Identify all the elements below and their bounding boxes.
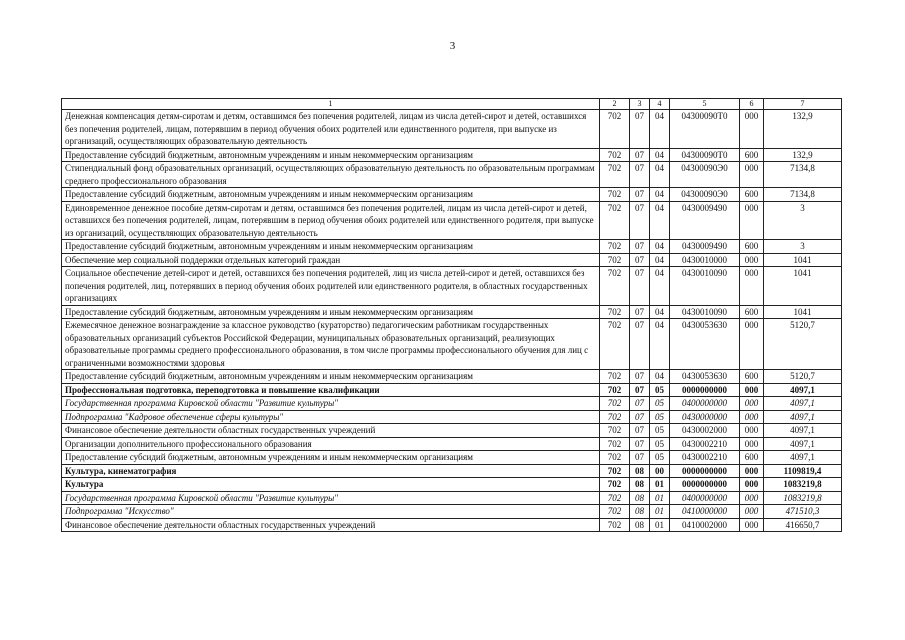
table-row	[62, 148, 842, 162]
amount-cell: 5120,7	[764, 319, 842, 370]
table-row	[62, 464, 842, 478]
expense-type-cell: 000	[740, 110, 764, 149]
column-header: 7	[764, 99, 842, 110]
subsection-code-cell: 04	[650, 201, 670, 240]
subsection-code-cell: 04	[650, 253, 670, 267]
subsection-code-cell: 01	[650, 518, 670, 532]
expense-name-cell: Социальное обеспечение детей-сирот и детей, оставшихся без попечения родителей, лиц из числа детей-сирот и детей, оставшихся без попечения родителей, лиц, потерявших в период обучения обоих родителей или единственного родителя, в областных государственных организациях	[62, 267, 600, 306]
amount-cell: 5120,7	[764, 370, 842, 384]
column-header: 3	[630, 99, 650, 110]
expense-type-cell: 000	[740, 410, 764, 424]
target-article-cell: 0430009490	[670, 201, 740, 240]
table-row	[62, 518, 842, 532]
ministry-code-cell: 702	[600, 305, 630, 319]
amount-cell: 3	[764, 201, 842, 240]
section-code-cell: 08	[630, 478, 650, 492]
section-code-cell: 07	[630, 240, 650, 254]
amount-cell: 4097,1	[764, 451, 842, 465]
subsection-code-cell: 04	[650, 319, 670, 370]
section-code-cell: 08	[630, 464, 650, 478]
amount-cell: 132,9	[764, 110, 842, 149]
table-row	[62, 491, 842, 505]
expense-type-cell: 000	[740, 162, 764, 188]
ministry-code-cell: 702	[600, 464, 630, 478]
expense-type-cell: 600	[740, 305, 764, 319]
subsection-code-cell: 01	[650, 505, 670, 519]
table-row	[62, 201, 842, 240]
section-code-cell: 07	[630, 162, 650, 188]
ministry-code-cell: 702	[600, 518, 630, 532]
ministry-code-cell: 702	[600, 162, 630, 188]
subsection-code-cell: 05	[650, 424, 670, 438]
column-header: 2	[600, 99, 630, 110]
expense-name-cell: Финансовое обеспечение деятельности областных государственных учреждений	[62, 518, 600, 532]
ministry-code-cell: 702	[600, 383, 630, 397]
expense-type-cell: 000	[740, 383, 764, 397]
section-code-cell: 07	[630, 410, 650, 424]
subsection-code-cell: 05	[650, 451, 670, 465]
expense-type-cell: 000	[740, 505, 764, 519]
target-article-cell: 0430053630	[670, 370, 740, 384]
table-row	[62, 397, 842, 411]
section-code-cell: 07	[630, 305, 650, 319]
expense-name-cell: Ежемесячное денежное вознаграждение за классное руководство (кураторство) педагогическим работникам государственных образовательных организаций субъектов Российской Федерации, муниципальных образовательных организаций, реализующих образовательные программы среднего профессионального образования, в том числе программы профессионального обучения для лиц с ограниченными возможностями здоровья	[62, 319, 600, 370]
target-article-cell: 04300090Э0	[670, 162, 740, 188]
expense-name-cell: Предоставление субсидий бюджетным, автономным учреждениям и иным некоммерческим организациям	[62, 451, 600, 465]
target-article-cell: 0410002000	[670, 518, 740, 532]
expense-name-cell: Предоставление субсидий бюджетным, автономным учреждениям и иным некоммерческим организациям	[62, 370, 600, 384]
target-article-cell: 0000000000	[670, 464, 740, 478]
ministry-code-cell: 702	[600, 201, 630, 240]
subsection-code-cell: 05	[650, 397, 670, 411]
table-row	[62, 240, 842, 254]
section-code-cell: 07	[630, 370, 650, 384]
subsection-code-cell: 04	[650, 370, 670, 384]
subsection-code-cell: 04	[650, 162, 670, 188]
table-row	[62, 110, 842, 149]
table-row	[62, 478, 842, 492]
amount-cell: 1041	[764, 267, 842, 306]
column-header: 6	[740, 99, 764, 110]
table-row	[62, 370, 842, 384]
target-article-cell: 0430002210	[670, 451, 740, 465]
expense-name-cell: Финансовое обеспечение деятельности областных государственных учреждений	[62, 424, 600, 438]
expense-type-cell: 600	[740, 148, 764, 162]
expense-name-cell: Подпрограмма "Кадровое обеспечение сферы культуры"	[62, 410, 600, 424]
table-row	[62, 505, 842, 519]
subsection-code-cell: 00	[650, 464, 670, 478]
expense-type-cell: 000	[740, 424, 764, 438]
amount-cell: 1041	[764, 305, 842, 319]
expense-name-cell: Культура	[62, 478, 600, 492]
ministry-code-cell: 702	[600, 240, 630, 254]
section-code-cell: 08	[630, 505, 650, 519]
expense-type-cell: 000	[740, 267, 764, 306]
target-article-cell: 04300090Т0	[670, 110, 740, 149]
target-article-cell: 0410000000	[670, 505, 740, 519]
subsection-code-cell: 04	[650, 188, 670, 202]
expense-type-cell: 000	[740, 201, 764, 240]
amount-cell: 1083219,8	[764, 478, 842, 492]
amount-cell: 7134,8	[764, 162, 842, 188]
section-code-cell: 07	[630, 319, 650, 370]
amount-cell: 4097,1	[764, 437, 842, 451]
table-row	[62, 319, 842, 370]
table-body	[62, 99, 842, 532]
expense-type-cell: 000	[740, 319, 764, 370]
amount-cell: 4097,1	[764, 410, 842, 424]
ministry-code-cell: 702	[600, 437, 630, 451]
column-header: 1	[62, 99, 600, 110]
target-article-cell: 0000000000	[670, 478, 740, 492]
expense-name-cell: Подпрограмма "Искусство"	[62, 505, 600, 519]
table-row	[62, 410, 842, 424]
table-row	[62, 451, 842, 465]
expense-name-cell: Единовременное денежное пособие детям-сиротам и детям, оставшимся без попечения родителей, лицам из числа детей-сирот и детей, оставшихся без попечения родителей, лицам, потерявшим в период обучения обоих родителей или единственного родителя, при выпуске из организаций, осуществляющих образовательную деятельность	[62, 201, 600, 240]
subsection-code-cell: 01	[650, 491, 670, 505]
target-article-cell: 0430009490	[670, 240, 740, 254]
ministry-code-cell: 702	[600, 110, 630, 149]
ministry-code-cell: 702	[600, 370, 630, 384]
budget-table	[61, 98, 842, 532]
subsection-code-cell: 01	[650, 478, 670, 492]
table-row	[62, 305, 842, 319]
section-code-cell: 07	[630, 424, 650, 438]
expense-type-cell: 000	[740, 464, 764, 478]
ministry-code-cell: 702	[600, 253, 630, 267]
section-code-cell: 07	[630, 451, 650, 465]
table-row	[62, 162, 842, 188]
expense-type-cell: 000	[740, 397, 764, 411]
amount-cell: 132,9	[764, 148, 842, 162]
expense-name-cell: Предоставление субсидий бюджетным, автономным учреждениям и иным некоммерческим организациям	[62, 148, 600, 162]
expense-name-cell: Предоставление субсидий бюджетным, автономным учреждениям и иным некоммерческим организациям	[62, 188, 600, 202]
column-header: 5	[670, 99, 740, 110]
subsection-code-cell: 04	[650, 148, 670, 162]
expense-type-cell: 600	[740, 188, 764, 202]
expense-type-cell: 000	[740, 518, 764, 532]
amount-cell: 4097,1	[764, 397, 842, 411]
amount-cell: 1083219,8	[764, 491, 842, 505]
subsection-code-cell: 04	[650, 267, 670, 306]
target-article-cell: 0430000000	[670, 410, 740, 424]
expense-name-cell: Стипендиальный фонд образовательных организаций, осуществляющих образовательную деятельность по образовательным программам среднего профессионального образования	[62, 162, 600, 188]
subsection-code-cell: 05	[650, 437, 670, 451]
table-row	[62, 424, 842, 438]
subsection-code-cell: 04	[650, 110, 670, 149]
table-row	[62, 437, 842, 451]
target-article-cell: 0000000000	[670, 383, 740, 397]
expense-name-cell: Государственная программа Кировской области "Развитие культуры"	[62, 491, 600, 505]
section-code-cell: 07	[630, 188, 650, 202]
ministry-code-cell: 702	[600, 148, 630, 162]
ministry-code-cell: 702	[600, 188, 630, 202]
section-code-cell: 07	[630, 437, 650, 451]
header-row	[62, 99, 842, 110]
target-article-cell: 0430010000	[670, 253, 740, 267]
ministry-code-cell: 702	[600, 319, 630, 370]
subsection-code-cell: 05	[650, 383, 670, 397]
ministry-code-cell: 702	[600, 451, 630, 465]
expense-name-cell: Денежная компенсация детям-сиротам и детям, оставшимся без попечения родителей, лицам из числа детей-сирот и детей, оставшихся без попечения родителей, лицам, потерявшим в период обучения обоих родителей или единственного родителя, при выпуске из организаций, осуществляющих образовательную деятельность	[62, 110, 600, 149]
ministry-code-cell: 702	[600, 424, 630, 438]
expense-type-cell: 000	[740, 253, 764, 267]
target-article-cell: 04300090Э0	[670, 188, 740, 202]
amount-cell: 1109819,4	[764, 464, 842, 478]
target-article-cell: 0430002210	[670, 437, 740, 451]
expense-type-cell: 600	[740, 451, 764, 465]
ministry-code-cell: 702	[600, 397, 630, 411]
amount-cell: 4097,1	[764, 383, 842, 397]
table-row	[62, 383, 842, 397]
section-code-cell: 08	[630, 491, 650, 505]
amount-cell: 4097,1	[764, 424, 842, 438]
amount-cell: 7134,8	[764, 188, 842, 202]
amount-cell: 416650,7	[764, 518, 842, 532]
table-row	[62, 253, 842, 267]
expense-type-cell: 000	[740, 437, 764, 451]
subsection-code-cell: 04	[650, 240, 670, 254]
section-code-cell: 07	[630, 397, 650, 411]
expense-type-cell: 000	[740, 491, 764, 505]
amount-cell: 471510,3	[764, 505, 842, 519]
subsection-code-cell: 05	[650, 410, 670, 424]
target-article-cell: 04300090Т0	[670, 148, 740, 162]
expense-name-cell: Организации дополнительного профессионального образования	[62, 437, 600, 451]
target-article-cell: 0430010090	[670, 267, 740, 306]
target-article-cell: 0400000000	[670, 491, 740, 505]
amount-cell: 1041	[764, 253, 842, 267]
subsection-code-cell: 04	[650, 305, 670, 319]
section-code-cell: 07	[630, 267, 650, 306]
target-article-cell: 0400000000	[670, 397, 740, 411]
expense-name-cell: Государственная программа Кировской области "Развитие культуры"	[62, 397, 600, 411]
section-code-cell: 07	[630, 110, 650, 149]
table-row	[62, 188, 842, 202]
expense-name-cell: Предоставление субсидий бюджетным, автономным учреждениям и иным некоммерческим организациям	[62, 305, 600, 319]
column-header: 4	[650, 99, 670, 110]
ministry-code-cell: 702	[600, 410, 630, 424]
section-code-cell: 07	[630, 383, 650, 397]
ministry-code-cell: 702	[600, 478, 630, 492]
expense-type-cell: 000	[740, 478, 764, 492]
expense-name-cell: Культура, кинематография	[62, 464, 600, 478]
section-code-cell: 07	[630, 253, 650, 267]
ministry-code-cell: 702	[600, 491, 630, 505]
ministry-code-cell: 702	[600, 267, 630, 306]
page-number: 3	[449, 40, 456, 52]
expense-name-cell: Профессиональная подготовка, переподготовка и повышение квалификации	[62, 383, 600, 397]
target-article-cell: 0430053630	[670, 319, 740, 370]
table-row	[62, 267, 842, 306]
section-code-cell: 07	[630, 148, 650, 162]
target-article-cell: 0430002000	[670, 424, 740, 438]
expense-name-cell: Обеспечение мер социальной поддержки отдельных категорий граждан	[62, 253, 600, 267]
expense-name-cell: Предоставление субсидий бюджетным, автономным учреждениям и иным некоммерческим организациям	[62, 240, 600, 254]
amount-cell: 3	[764, 240, 842, 254]
section-code-cell: 07	[630, 201, 650, 240]
target-article-cell: 0430010090	[670, 305, 740, 319]
section-code-cell: 08	[630, 518, 650, 532]
expense-type-cell: 600	[740, 240, 764, 254]
ministry-code-cell: 702	[600, 505, 630, 519]
expense-type-cell: 600	[740, 370, 764, 384]
